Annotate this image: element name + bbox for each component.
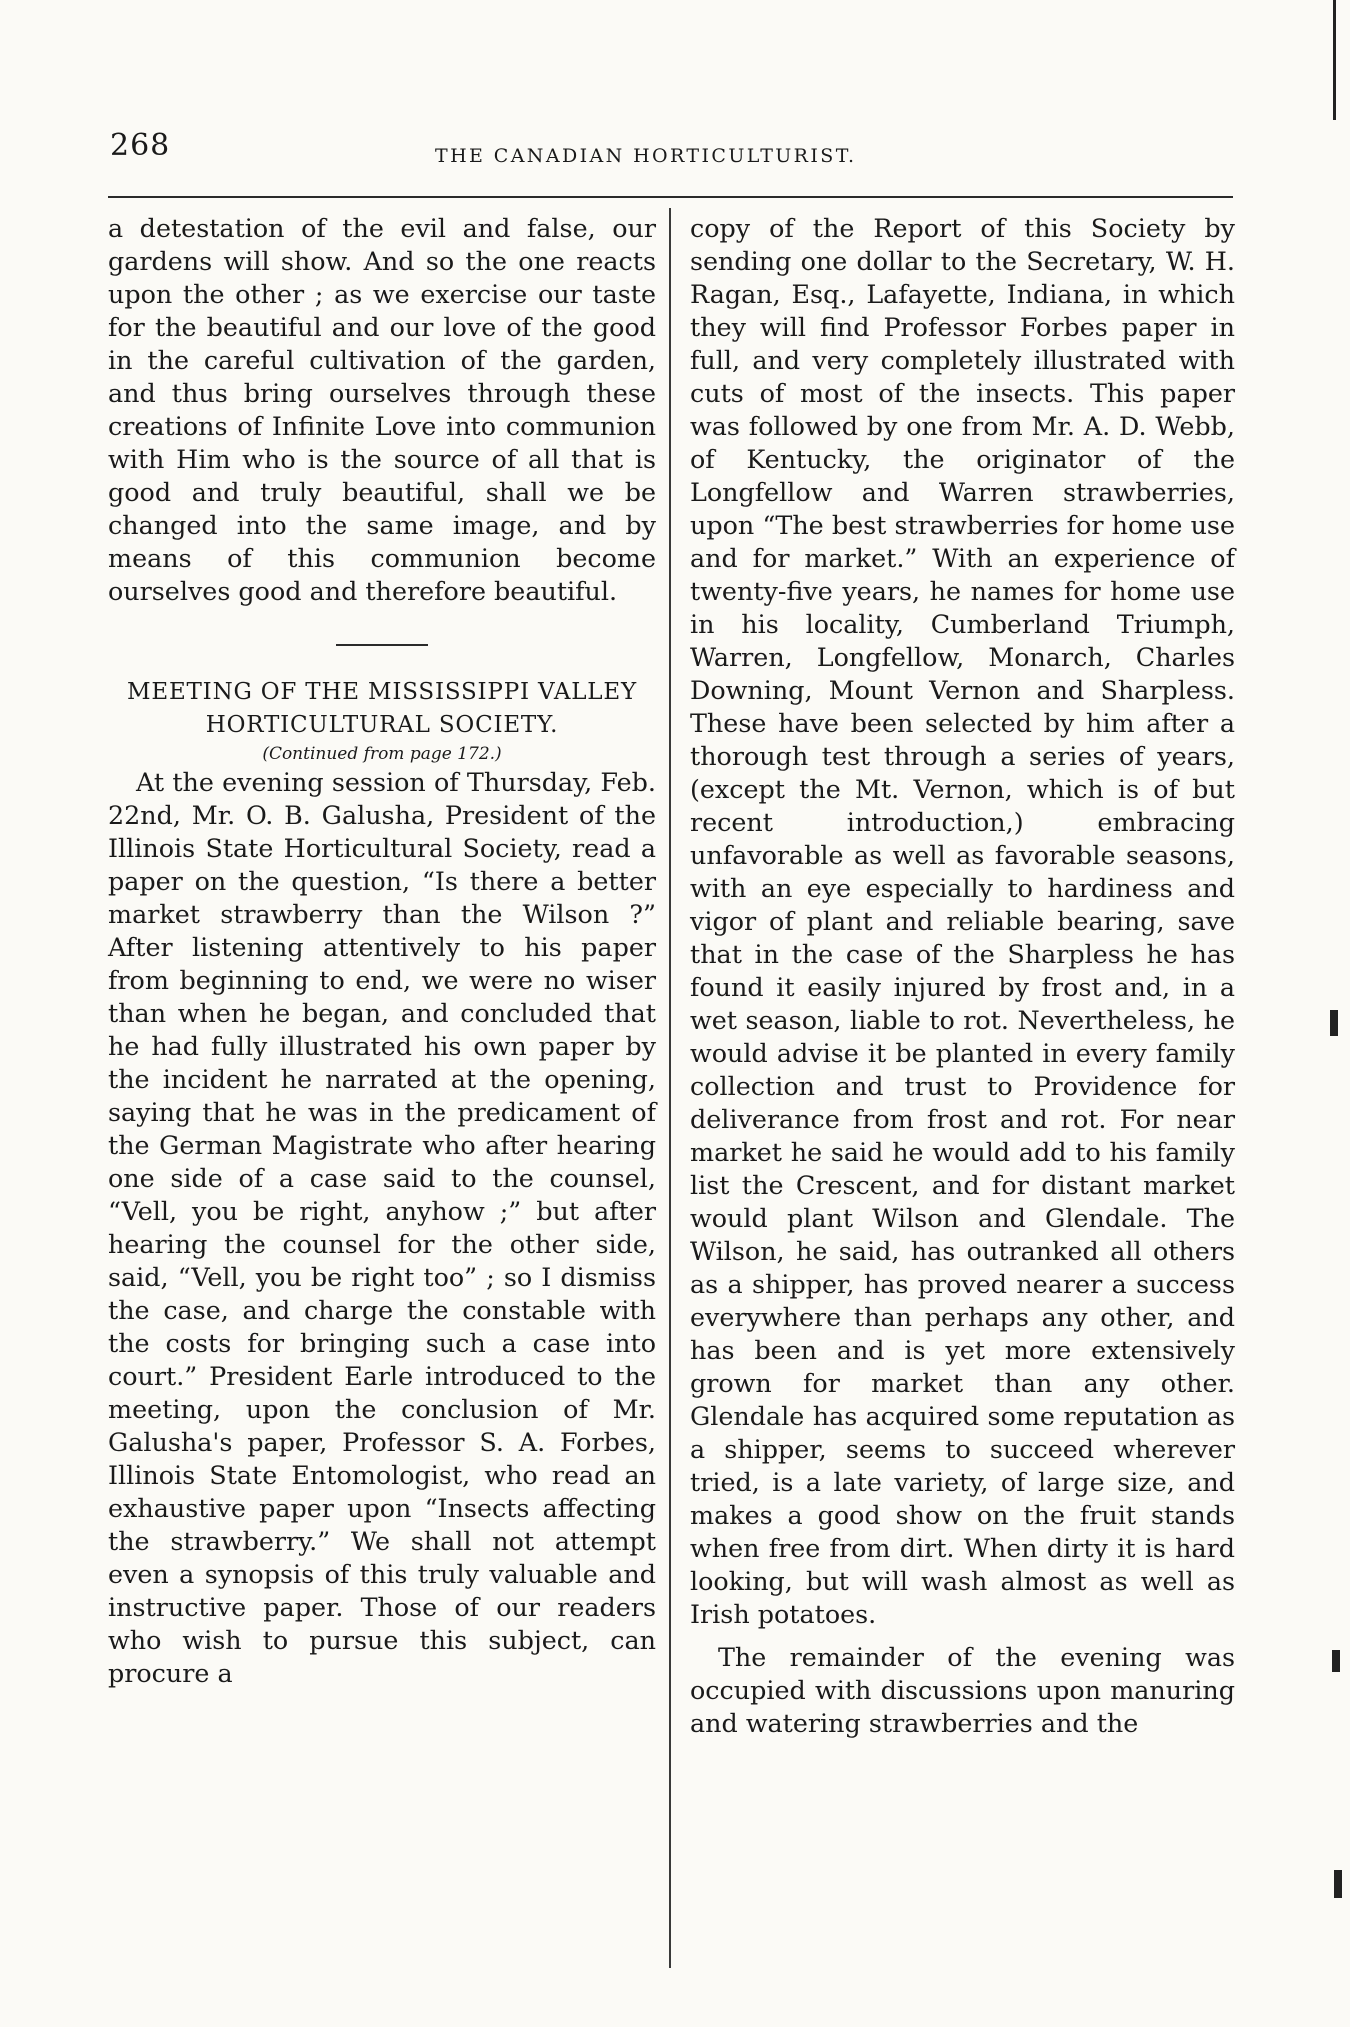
header-rule <box>108 196 1233 198</box>
left-column <box>108 212 656 1690</box>
article-heading: MEETING OF THE MISSISSIPPI VALLEY HORTICULTURAL SOCIETY. <box>127 679 637 738</box>
page-edge-mark <box>1333 0 1336 120</box>
running-head: THE CANADIAN HORTICULTURIST. <box>435 145 857 167</box>
right-column <box>690 212 1235 1740</box>
column-divider <box>669 208 671 1968</box>
page-edge-mark <box>1334 1870 1342 1898</box>
continued-note: (Continued from page 172.) <box>262 744 502 764</box>
body-paragraph: a detestation of the evil and false, our gardens will show. And so the one reacts upon the other ; as we exercise our taste for the beautiful and our love of the good in the careful cultivation of the garden, and thus bring ourselves through these creations of Infinite Love into communion with Him who is the source of all that is good and truly beautiful, shall we be changed into the same image, and by means of this communion become ourselves good and therefore beautiful. <box>108 213 656 606</box>
page-number: 268 <box>110 128 171 163</box>
body-paragraph: The remainder of the evening was occupied with discussions upon manuring and watering strawberries and the <box>690 1642 1235 1738</box>
body-paragraph: copy of the Report of this Society by sending one dollar to the Secretary, W. H. Ragan, Esq., Lafayette, Indiana, in which they will find Professor Forbes paper in full, and very completely illustrated with cuts of most of the insects. This paper was followed by one from Mr. A. D. Webb, of Kentucky, the originator of the Longfellow and Warren strawberries, upon “The best strawberries for home use and for market.” With an experience of twenty-five years, he names for home use in his locality, Cumberland Triumph, Warren, Longfellow, Monarch, Charles Downing, Mount Vernon and Sharpless. These have been selected by him after a thorough test through a series of years, (except the Mt. Vernon, which is of but recent introduction,) embracing unfavorable as well as favorable seasons, with an eye especially to hardiness and vigor of plant and reliable bearing, save that in the case of the Sharpless he has found it easily injured by frost and, in a wet season, liable to rot. Nevertheless, he would advise it be planted in every family collection and trust to Providence for deliverance from frost and rot. For near market he said he would add to his family list the Crescent, and for distant market would plant Wilson and Glendale. The Wilson, he said, has outranked all others as a shipper, has proved nearer a success everywhere than perhaps any other, and has been and is yet more extensively grown for market than any other. Glendale has acquired some reputation as a shipper, seems to succeed wherever tried, is a late variety, of large size, and makes a good show on the fruit stands when free from dirt. When dirty it is hard looking, but will wash almost as well as Irish potatoes. <box>690 213 1235 1629</box>
page-edge-mark <box>1332 1650 1340 1672</box>
body-paragraph: At the evening session of Thursday, Feb. 22nd, Mr. O. B. Galusha, President of the Illinois State Horticultural Society, read a paper on the question, “Is there a better market strawberry than the Wilson ?” After listening attentively to his paper from beginning to end, we were no wiser than when he began, and concluded that he had fully illustrated his own paper by the incident he narrated at the opening, saying that he was in the predicament of the German Magistrate who after hearing one side of a case said to the counsel, “Vell, you be right, anyhow ;” but after hearing the counsel for the other side, said, “Vell, you be right too” ; so I dismiss the case, and charge the constable with the costs for bringing such a case into court.” President Earle introduced to the meeting, upon the conclusion of Mr. Galusha's paper, Professor S. A. Forbes, Illinois State Entomologist, who read an exhaustive paper upon “Insects affecting the strawberry.” We shall not attempt even a synopsis of this truly valuable and instructive paper. Those of our readers who wish to pursue this subject, can procure a <box>108 767 656 1688</box>
page-edge-mark <box>1330 1010 1338 1036</box>
section-divider <box>336 644 428 646</box>
